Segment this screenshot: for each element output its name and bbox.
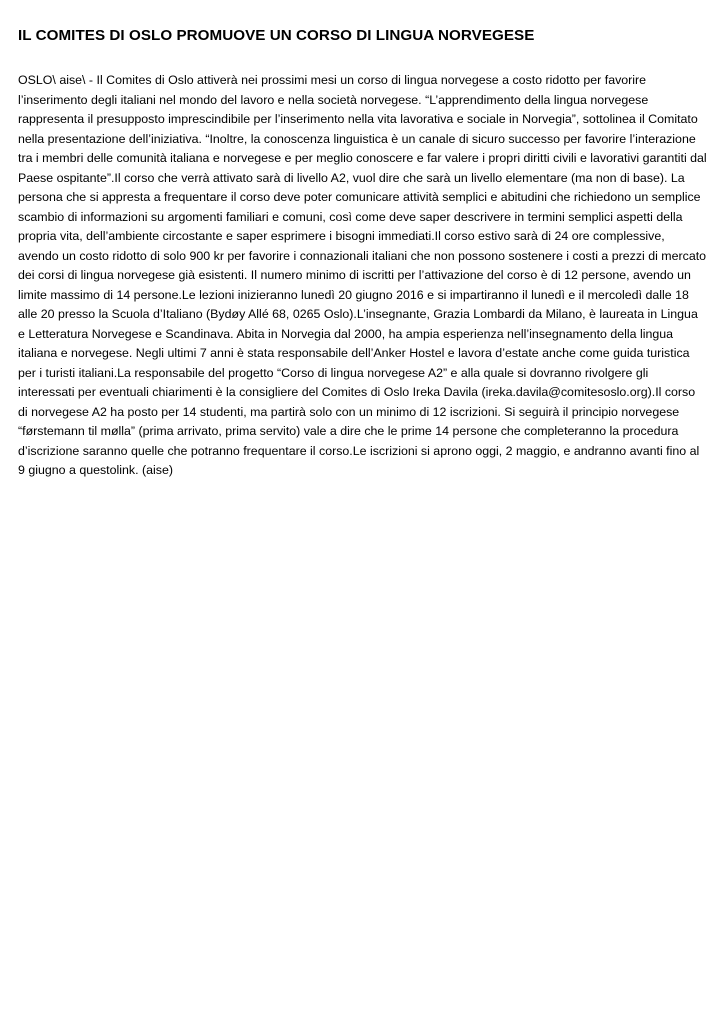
document-page [18,27,708,481]
article-body: OSLO\ aise\ - Il Comites di Oslo attiverà nei prossimi mesi un corso di lingua norvegese a costo ridotto per favorire l’inserimento degli italiani nel mondo del lavoro e nella società norvegese. “L’apprendimento della lingua norvegese rappresenta il presupposto imprescindibile per l’inserimento nella vita lavorativa e sociale in Norvegia”, sottolinea il Comitato nella presentazione dell’iniziativa. “Inoltre, la conoscenza linguistica è un canale di sicuro successo per favorire l’interazione tra i membri delle comunità italiana e norvegese e per meglio conoscere e far valere i propri diritti civili e lavorativi garantiti dal Paese ospitante”.Il corso che verrà attivato sarà di livello A2, vuol dire che sarà un livello elementare (ma non di base). La persona che si appresta a frequentare il corso deve poter comunicare attività semplici e abitudini che richiedono un semplice scambio di informazioni su argomenti familiari e comuni, così come deve saper descrivere in termini semplici aspetti della propria vita, dell’ambiente circostante e saper esprimere i bisogni immediati.Il corso estivo sarà di 24 ore complessive, avendo un costo ridotto di solo 900 kr per favorire i connazionali italiani che non possono sostenere i costi a prezzi di mercato dei corsi di lingua norvegese già esistenti. Il numero minimo di iscritti per l’attivazione del corso è di 12 persone, avendo un limite massimo di 14 persone.Le lezioni inizieranno lunedì 20 giugno 2016 e si impartiranno il lunedì e il mercoledì dalle 18 alle 20 presso la Scuola d’Italiano (Bydøy Allé 68, 0265 Oslo).L’insegnante, Grazia Lombardi da Milano, è laureata in Lingua e Letteratura Norvegese e Scandinava. Abita in Norvegia dal 2000, ha ampia esperienza nell’insegnamento della lingua italiana e norvegese. Negli ultimi 7 anni è stata responsabile dell’Anker Hostel e lavora d’estate anche come guida turistica per i turisti italiani.La responsabile del progetto “Corso di lingua norvegese A2” e alla quale si dovranno rivolgere gli interessati per eventuali chiarimenti è la consigliere del Comites di Oslo Ireka Davila (ireka.davila@comitesoslo.org).Il corso di norvegese A2 ha posto per 14 studenti, ma partirà solo con un minimo di 12 iscrizioni. Si seguirà il principio norvegese “førstemann til mølla” (prima arrivato, prima servito) vale a dire che le prime 14 persone che completeranno la procedura d’iscrizione saranno quelle che potranno frequentare il corso.Le iscrizioni si aprono oggi, 2 maggio, e andranno avanti fino al 9 giugno a questolink. (aise) [18,73,707,477]
article-title: IL COMITES DI OSLO PROMUOVE UN CORSO DI LINGUA NORVEGESE [18,27,535,44]
